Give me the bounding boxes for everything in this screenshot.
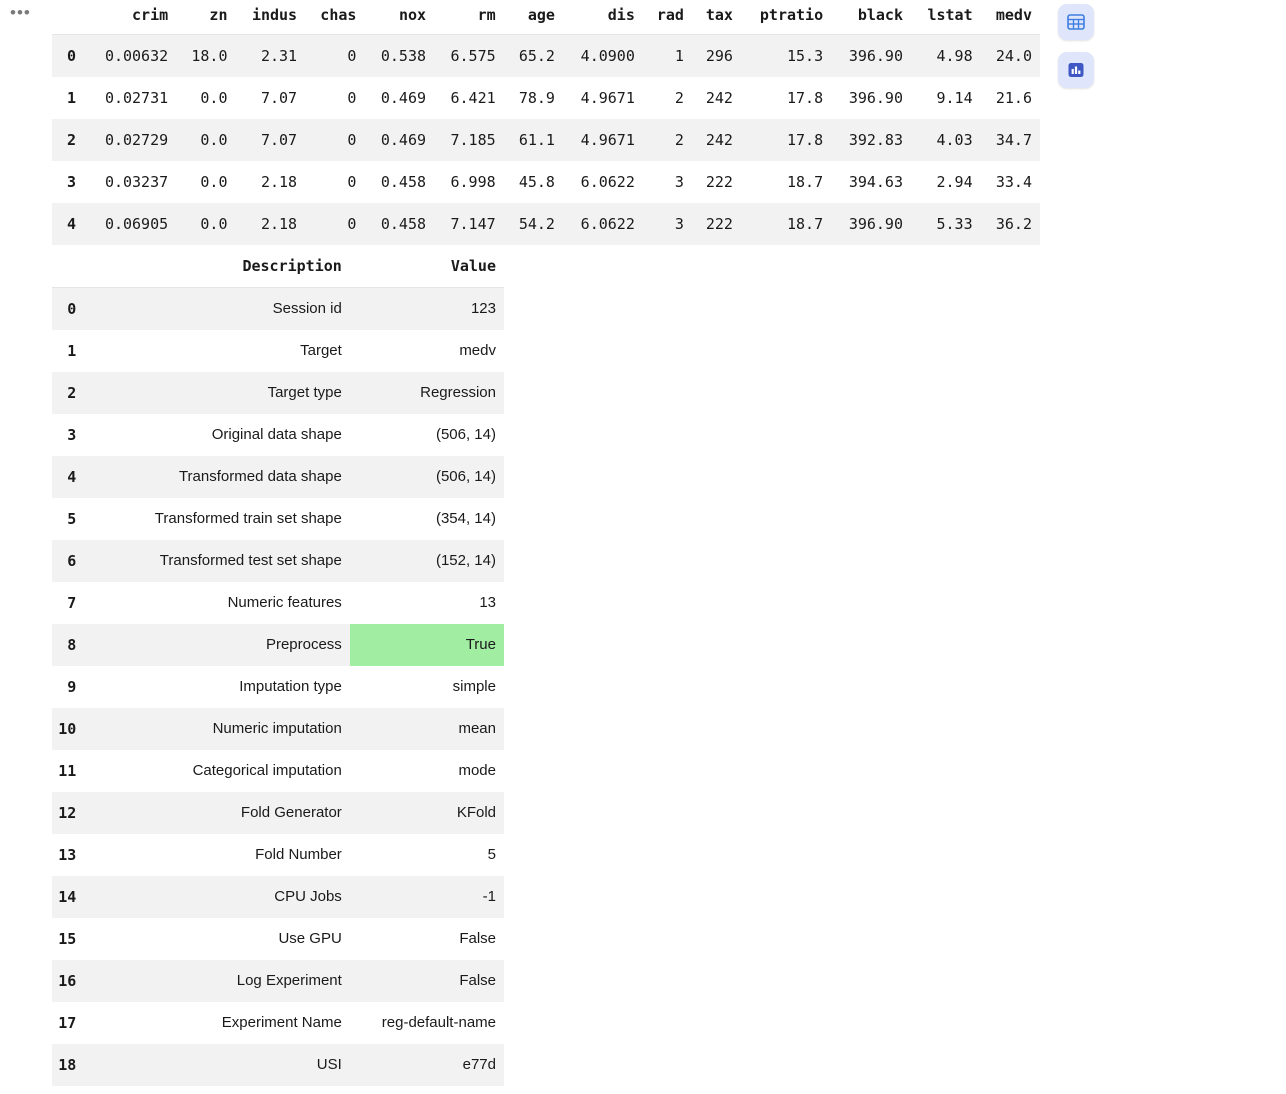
- setting-value: False: [459, 930, 496, 947]
- setting-value: e77d: [462, 1056, 496, 1073]
- cell-lstat: 4.03: [936, 130, 973, 149]
- cell-zn: 0.0: [200, 214, 228, 233]
- row-index: 5: [67, 509, 77, 528]
- dataset-preview-table: [52, 0, 1040, 245]
- cell-zn: 0.0: [200, 88, 228, 107]
- cell-ptratio: 18.7: [786, 172, 824, 191]
- table-row: [52, 792, 504, 834]
- cell-chas: 0: [347, 130, 357, 149]
- cell-dis: 6.0622: [580, 172, 635, 191]
- settings-description-header: Description: [86, 253, 350, 288]
- settings-table-head: [52, 253, 504, 288]
- row-index: 8: [67, 635, 77, 654]
- cell-rm: 6.575: [450, 46, 496, 65]
- dataset-table-body: [52, 35, 1040, 245]
- col-nox: nox: [364, 0, 434, 35]
- col-rad: rad: [643, 0, 692, 35]
- cell-dis: 4.9671: [580, 88, 635, 107]
- table-row: [52, 624, 504, 666]
- row-index: 11: [58, 761, 77, 780]
- cell-zn: 0.0: [200, 172, 228, 191]
- setting-description: Preprocess: [265, 636, 342, 653]
- col-zn: zn: [176, 0, 235, 35]
- table-row: [52, 876, 504, 918]
- setting-value: (506, 14): [435, 426, 496, 443]
- row-index: 2: [66, 130, 76, 149]
- table-row: [52, 1044, 504, 1086]
- cell-rad: 2: [674, 130, 684, 149]
- cell-tax: 296: [705, 46, 733, 65]
- setting-description: Transformed test set shape: [159, 552, 342, 569]
- setting-value: 123: [470, 300, 496, 318]
- setting-description: Fold Number: [255, 846, 342, 863]
- row-index: 13: [58, 845, 77, 864]
- cell-nox: 0.469: [380, 130, 427, 149]
- row-index: 2: [67, 383, 77, 402]
- row-index: 3: [67, 425, 77, 444]
- table-row: [52, 666, 504, 708]
- cell-chas: 0: [347, 88, 357, 107]
- cell-tax: 222: [705, 214, 733, 233]
- cell-chas: 0: [347, 46, 357, 65]
- cell-rad: 3: [674, 214, 684, 233]
- setting-description: Fold Generator: [240, 804, 342, 821]
- chart-view-button[interactable]: [1058, 52, 1094, 88]
- table-row: [52, 456, 504, 498]
- row-index: 17: [58, 1013, 77, 1032]
- cell-crim: 0.00632: [104, 46, 169, 65]
- setting-description: Original data shape: [211, 426, 342, 443]
- col-lstat: lstat: [911, 0, 981, 35]
- overflow-menu-button[interactable]: •••: [10, 3, 31, 22]
- cell-zn: 18.0: [191, 46, 228, 65]
- cell-rm: 6.421: [450, 88, 496, 107]
- setting-value: medv: [459, 342, 496, 359]
- cell-medv: 34.7: [995, 130, 1032, 149]
- row-index: 9: [67, 677, 77, 696]
- cell-crim: 0.02729: [104, 130, 169, 149]
- table-row: [52, 414, 504, 456]
- cell-lstat: 5.33: [936, 214, 973, 233]
- row-index: 3: [66, 172, 76, 191]
- col-black: black: [831, 0, 911, 35]
- row-index: 12: [58, 803, 77, 822]
- setting-description: Experiment Name: [221, 1014, 342, 1031]
- col-dis: dis: [563, 0, 643, 35]
- setting-value: mean: [458, 720, 496, 737]
- cell-lstat: 2.94: [936, 172, 973, 191]
- table-row: [52, 372, 504, 414]
- table-row: [52, 582, 504, 624]
- setting-description: USI: [316, 1056, 342, 1073]
- settings-table: [52, 253, 504, 1086]
- dataset-table-head: [52, 0, 1040, 35]
- cell-rm: 7.185: [450, 130, 496, 149]
- cell-black: 396.90: [848, 214, 903, 233]
- row-index: 16: [58, 971, 77, 990]
- table-row: [52, 960, 504, 1002]
- settings-value-header: Value: [350, 253, 504, 288]
- col-medv: medv: [981, 0, 1040, 35]
- setting-value: Regression: [420, 384, 496, 401]
- cell-medv: 24.0: [995, 46, 1032, 65]
- setting-value: simple: [452, 678, 496, 695]
- setting-value: 13: [479, 594, 496, 611]
- row-index: 0: [67, 299, 77, 318]
- cell-age: 54.2: [518, 214, 555, 233]
- cell-age: 45.8: [518, 172, 555, 191]
- setting-description: Use GPU: [278, 930, 342, 947]
- cell-black: 394.63: [848, 172, 903, 191]
- row-index: 1: [67, 341, 77, 360]
- setting-description: Numeric features: [227, 594, 342, 611]
- cell-rad: 2: [674, 88, 684, 107]
- cell-dis: 4.0900: [580, 46, 635, 65]
- cell-tax: 222: [705, 172, 733, 191]
- row-index: 14: [58, 887, 77, 906]
- table-row: [52, 161, 1040, 203]
- cell-crim: 0.02731: [104, 88, 169, 107]
- cell-indus: 2.31: [260, 46, 298, 65]
- cell-chas: 0: [347, 214, 357, 233]
- row-index: 15: [58, 929, 77, 948]
- cell-medv: 33.4: [995, 172, 1032, 191]
- cell-black: 396.90: [848, 88, 903, 107]
- settings-header-row: [52, 253, 504, 288]
- table-row: [52, 288, 504, 330]
- row-index: 7: [67, 593, 77, 612]
- col-age: age: [504, 0, 563, 35]
- setting-description: Transformed data shape: [178, 468, 342, 485]
- cell-indus: 2.18: [260, 172, 298, 191]
- cell-dis: 4.9671: [580, 130, 635, 149]
- table-row: [52, 750, 504, 792]
- setting-value: False: [459, 972, 496, 989]
- cell-crim: 0.03237: [104, 172, 169, 191]
- row-index: 18: [58, 1055, 77, 1074]
- row-index: 0: [66, 46, 76, 65]
- setting-value: KFold: [456, 804, 496, 821]
- cell-ptratio: 17.8: [786, 130, 824, 149]
- cell-indus: 2.18: [260, 214, 298, 233]
- col-crim: crim: [86, 0, 176, 35]
- table-row: [52, 330, 504, 372]
- cell-rm: 6.998: [450, 172, 496, 191]
- setting-value: (152, 14): [435, 552, 496, 569]
- table-row: [52, 203, 1040, 245]
- cell-rad: 3: [674, 172, 684, 191]
- table-row: [52, 35, 1040, 77]
- setting-description: Categorical imputation: [192, 762, 342, 779]
- cell-medv: 36.2: [995, 214, 1032, 233]
- cell-lstat: 4.98: [936, 46, 973, 65]
- cell-age: 65.2: [518, 46, 555, 65]
- row-index: 10: [58, 719, 77, 738]
- cell-medv: 21.6: [995, 88, 1032, 107]
- cell-ptratio: 18.7: [786, 214, 824, 233]
- cell-crim: 0.06905: [104, 214, 169, 233]
- row-index: 4: [66, 214, 76, 233]
- setting-description: Session id: [272, 300, 342, 318]
- dataset-index-header: [52, 0, 86, 35]
- cell-indus: 7.07: [260, 88, 298, 107]
- setting-description: Log Experiment: [236, 972, 342, 989]
- cell-lstat: 9.14: [936, 88, 973, 107]
- setting-description: Imputation type: [239, 678, 342, 695]
- dataset-table: [52, 0, 1040, 245]
- cell-ptratio: 17.8: [786, 88, 824, 107]
- cell-tax: 242: [705, 130, 733, 149]
- cell-ptratio: 15.3: [786, 46, 824, 65]
- table-row: [52, 77, 1040, 119]
- cell-nox: 0.458: [380, 172, 427, 191]
- view-toggle-buttons: [1058, 4, 1094, 88]
- table-row: [52, 119, 1040, 161]
- table-row: [52, 498, 504, 540]
- setting-description: Transformed train set shape: [154, 510, 342, 527]
- col-tax: tax: [692, 0, 741, 35]
- table-row: [52, 708, 504, 750]
- setting-value: reg-default-name: [381, 1014, 496, 1031]
- settings-table-body: [52, 288, 504, 1086]
- cell-chas: 0: [347, 172, 357, 191]
- table-icon: [1066, 12, 1086, 32]
- bar-chart-icon: [1066, 60, 1086, 80]
- setting-description: Target: [300, 342, 342, 359]
- cell-nox: 0.469: [380, 88, 427, 107]
- cell-age: 61.1: [518, 130, 555, 149]
- row-index: 1: [66, 88, 76, 107]
- cell-age: 78.9: [518, 88, 555, 107]
- setting-value: -1: [482, 888, 496, 905]
- cell-black: 396.90: [848, 46, 903, 65]
- row-index: 6: [67, 551, 77, 570]
- cell-rm: 7.147: [450, 214, 496, 233]
- cell-rad: 1: [674, 46, 684, 65]
- cell-nox: 0.538: [380, 46, 427, 65]
- table-view-button[interactable]: [1058, 4, 1094, 40]
- col-ptratio: ptratio: [741, 0, 831, 35]
- table-row: [52, 834, 504, 876]
- cell-indus: 7.07: [260, 130, 298, 149]
- table-row: [52, 1002, 504, 1044]
- settings-index-header: [52, 253, 86, 288]
- cell-dis: 6.0622: [580, 214, 635, 233]
- col-chas: chas: [305, 0, 364, 35]
- cell-tax: 242: [705, 88, 733, 107]
- cell-zn: 0.0: [200, 130, 228, 149]
- setting-value-highlighted: True: [350, 624, 504, 666]
- cell-nox: 0.458: [380, 214, 427, 233]
- table-row: [52, 540, 504, 582]
- row-index: 4: [67, 467, 77, 486]
- dataset-header-row: [52, 0, 1040, 35]
- setting-value: (354, 14): [435, 510, 496, 527]
- col-rm: rm: [434, 0, 504, 35]
- setting-description: Target type: [267, 384, 342, 401]
- col-indus: indus: [235, 0, 305, 35]
- setup-settings-table: [52, 253, 504, 1086]
- setting-value: 5: [487, 846, 496, 863]
- setting-description: CPU Jobs: [274, 888, 342, 905]
- setting-value: (506, 14): [435, 468, 496, 485]
- setting-value: mode: [458, 762, 496, 779]
- table-row: [52, 918, 504, 960]
- setting-description: Numeric imputation: [212, 720, 342, 737]
- cell-black: 392.83: [848, 130, 903, 149]
